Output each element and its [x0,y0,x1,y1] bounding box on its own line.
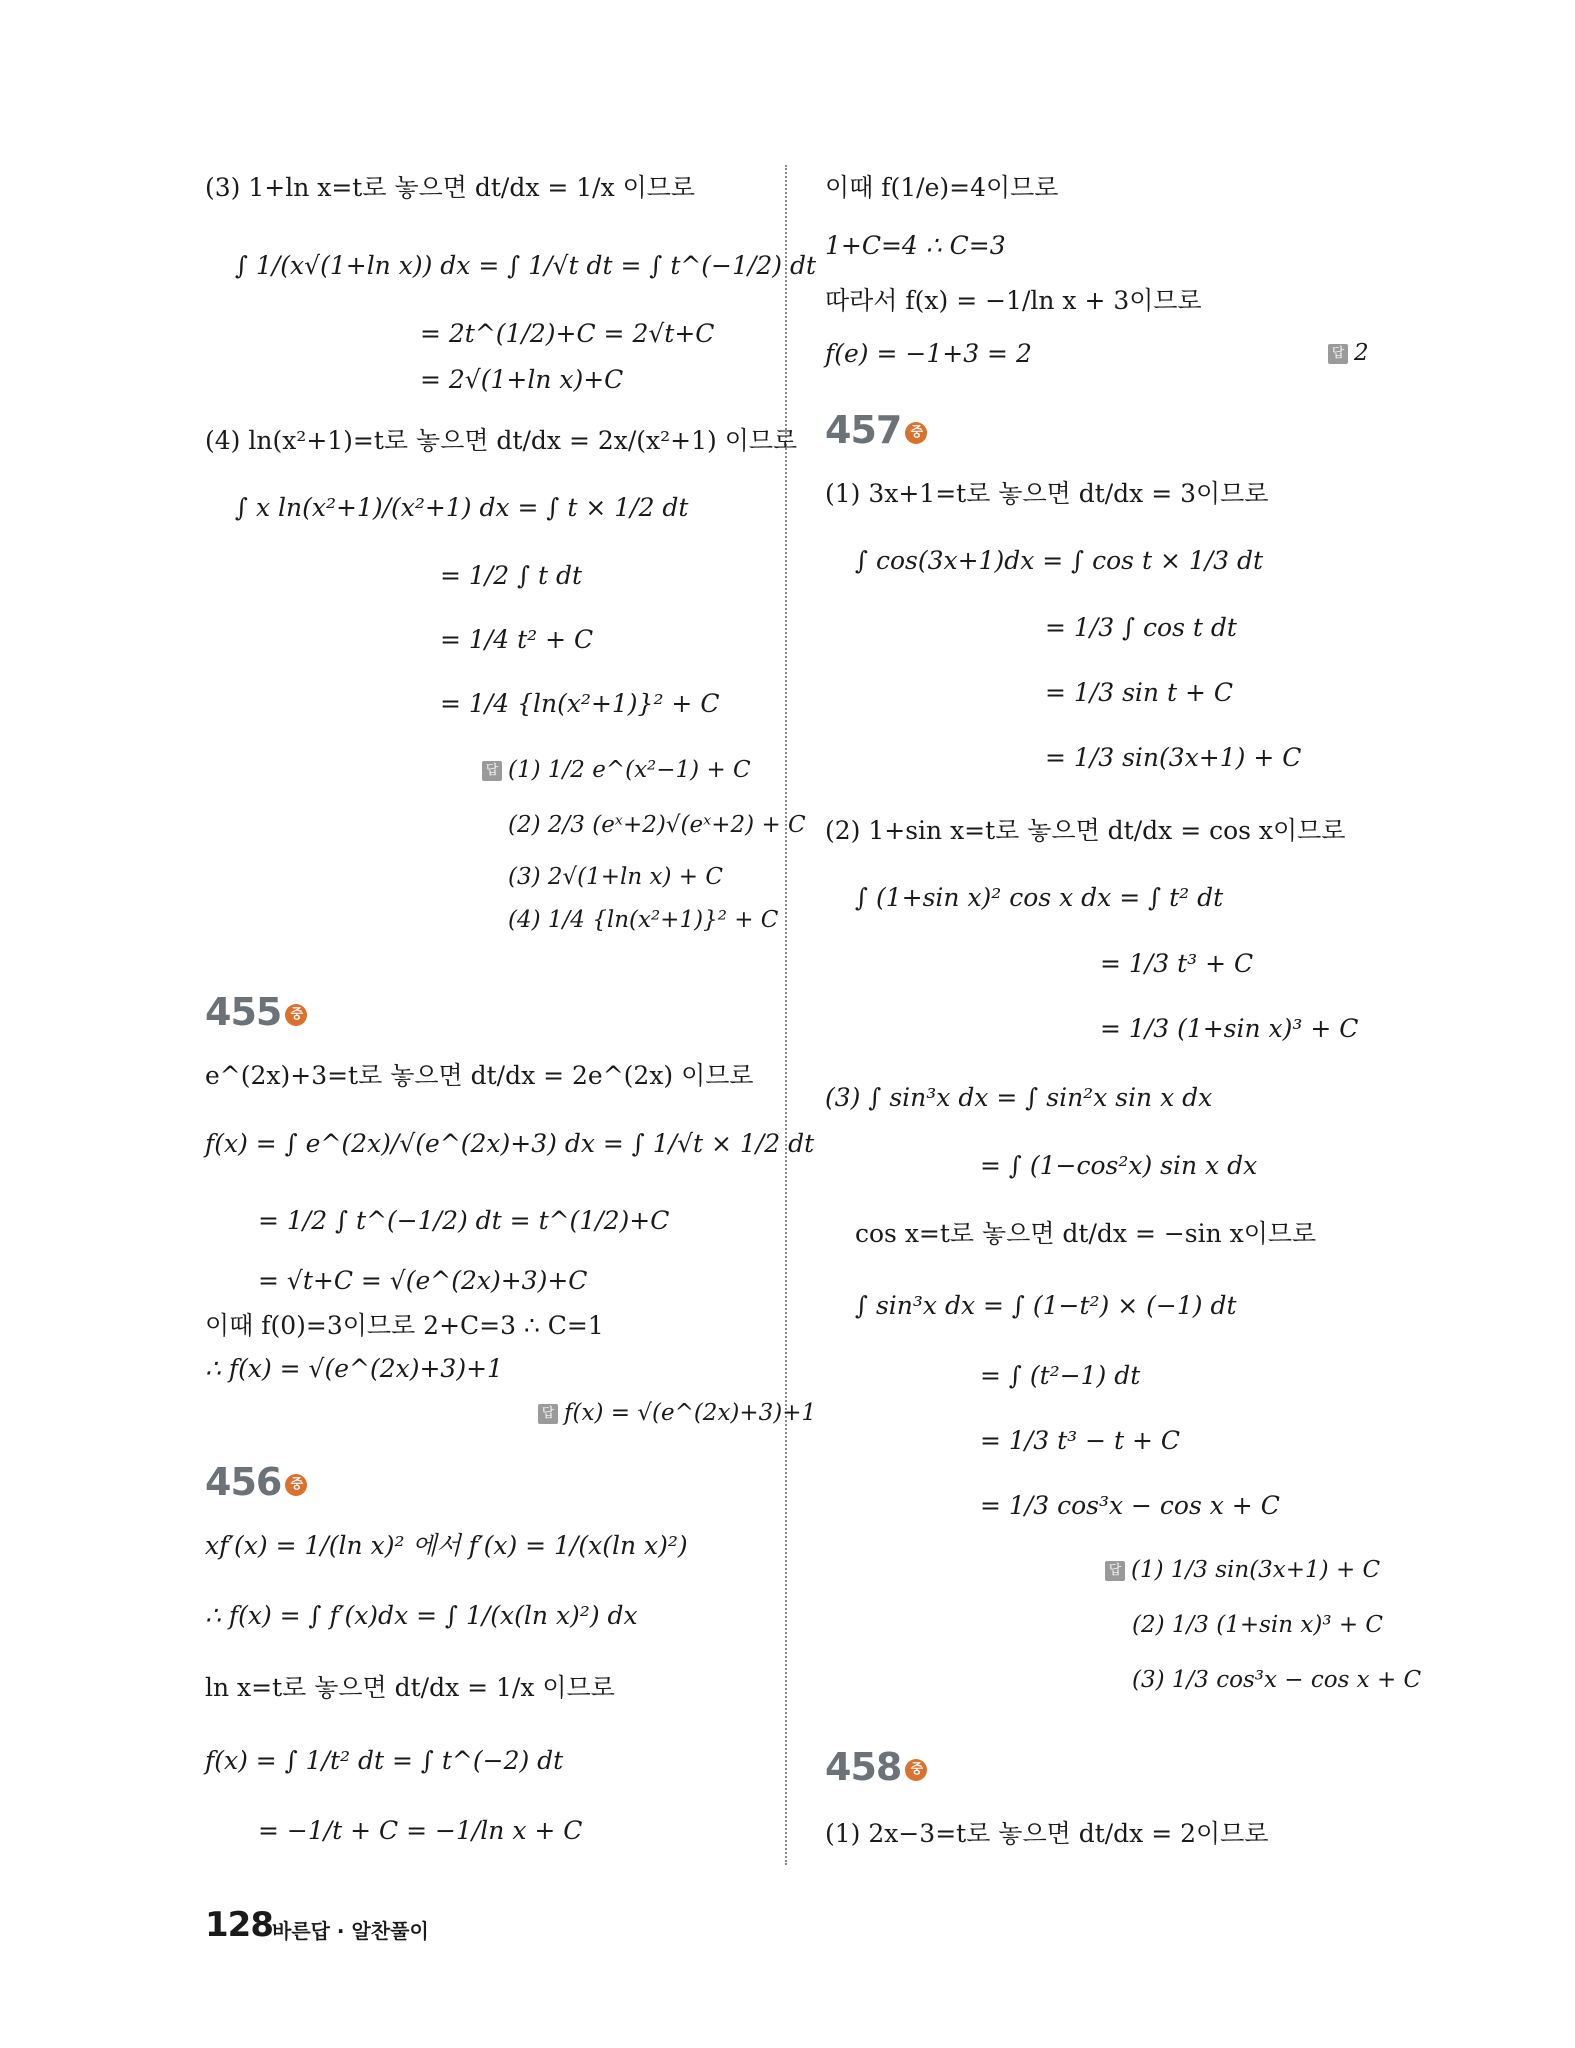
text-line: cos x=t로 놓으면 dt/dx = −sin x이므로 [855,1219,1317,1248]
answer-line: (4) 1/4 {ln(x²+1)}² + C [508,907,779,933]
text-line: (1) 2x−3=t로 놓으면 dt/dx = 2이므로 [825,1819,1269,1848]
difficulty-badge: 중 [905,422,927,444]
math-line: = 2t^(1/2)+C = 2√t+C [420,319,715,348]
text-line: 이때 f(1/e)=4이므로 [825,173,1059,202]
math-line: = 1/3 sin(3x+1) + C [1045,743,1302,772]
answer-line: (2) 2/3 (eˣ+2)√(eˣ+2) + C [508,812,806,838]
text-line: e^(2x)+3=t로 놓으면 dt/dx = 2e^(2x) 이므로 [205,1061,754,1090]
problem-heading-458: 458 중 [825,1745,927,1789]
math-line: = 1/2 ∫ t dt [440,561,583,590]
math-line: = ∫ (t²−1) dt [980,1361,1141,1390]
math-line: = 1/4 t² + C [440,625,594,654]
answer-icon: 답 [482,761,502,781]
math-line: ∫ 1/(x√(1+ln x)) dx = ∫ 1/√t dt = ∫ t^(−1/2) dt [235,251,816,280]
difficulty-badge: 중 [905,1759,927,1781]
answer-icon: 답 [1328,344,1348,364]
problem-heading-457: 457 중 [825,408,927,452]
math-line: ∫ cos(3x+1)dx = ∫ cos t × 1/3 dt [855,546,1264,575]
text-line: (2) 1+sin x=t로 놓으면 dt/dx = cos x이므로 [825,816,1346,845]
math-line: = 1/3 sin t + C [1045,678,1233,707]
math-line: f(x) = ∫ e^(2x)/√(e^(2x)+3) dx = ∫ 1/√t × 1/2 dt [205,1129,815,1158]
math-line: = 1/3 t³ − t + C [980,1426,1180,1455]
math-line: ∫ sin³x dx = ∫ (1−t²) × (−1) dt [855,1291,1237,1320]
math-line: f(e) = −1+3 = 2 [825,339,1032,368]
math-line: = 1/4 {ln(x²+1)}² + C [440,689,720,718]
math-line: = √t+C = √(e^(2x)+3)+C [258,1266,588,1295]
math-line: = 1/2 ∫ t^(−1/2) dt = t^(1/2)+C [258,1206,670,1235]
answer-line: (3) 1/3 cos³x − cos x + C [1132,1667,1422,1693]
answer-line: (2) 1/3 (1+sin x)³ + C [1132,1612,1384,1638]
math-line: ∫ x ln(x²+1)/(x²+1) dx = ∫ t × 1/2 dt [235,493,689,522]
answer-line: 답 f(x) = √(e^(2x)+3)+1 [538,1398,816,1428]
math-line: = 1/3 (1+sin x)³ + C [1100,1014,1359,1043]
math-line: = 2√(1+ln x)+C [420,365,624,394]
text-line: ln x=t로 놓으면 dt/dx = 1/x 이므로 [205,1673,615,1702]
math-line: ∫ (1+sin x)² cos x dx = ∫ t² dt [855,883,1224,912]
column-divider [785,165,787,1865]
page-number: 128 [205,1905,273,1945]
text-line: 이때 f(0)=3이므로 2+C=3 ∴ C=1 [205,1311,604,1340]
math-line: = 1/3 t³ + C [1100,949,1254,978]
answer-line: 답 (1) 1/3 sin(3x+1) + C [1105,1555,1380,1585]
math-line: (3) ∫ sin³x dx = ∫ sin²x sin x dx [825,1083,1213,1112]
math-line: f(x) = ∫ 1/t² dt = ∫ t^(−2) dt [205,1746,564,1775]
math-line: 1+C=4 ∴ C=3 [825,231,1006,260]
footer-title: 바른답 · 알찬풀이 [272,1919,429,1943]
math-line: = −1/t + C = −1/ln x + C [258,1816,583,1845]
answer-icon: 답 [538,1404,558,1424]
answer-icon: 답 [1105,1561,1125,1581]
math-line: = 1/3 cos³x − cos x + C [980,1491,1280,1520]
math-line: ∴ f(x) = √(e^(2x)+3)+1 [205,1354,503,1383]
text-line: 따라서 f(x) = −1/ln x + 3이므로 [825,286,1202,315]
answer-line: 답 2 [1328,338,1369,368]
math-line: = 1/3 ∫ cos t dt [1045,613,1237,642]
text-line: (3) 1+ln x=t로 놓으면 dt/dx = 1/x 이므로 [205,173,696,202]
difficulty-badge: 중 [285,1004,307,1026]
answer-line: 답 (1) 1/2 e^(x²−1) + C [482,755,751,785]
math-line: = ∫ (1−cos²x) sin x dx [980,1151,1258,1180]
math-line: xf′(x) = 1/(ln x)² 에서 f′(x) = 1/(x(ln x)²) [205,1531,688,1560]
text-line: (1) 3x+1=t로 놓으면 dt/dx = 3이므로 [825,479,1269,508]
problem-heading-456: 456 중 [205,1460,307,1504]
problem-heading-455: 455 중 [205,990,307,1034]
text-line: (4) ln(x²+1)=t로 놓으면 dt/dx = 2x/(x²+1) 이므로 [205,426,798,455]
difficulty-badge: 중 [285,1474,307,1496]
answer-line: (3) 2√(1+ln x) + C [508,864,723,890]
math-line: ∴ f(x) = ∫ f′(x)dx = ∫ 1/(x(ln x)²) dx [205,1601,638,1630]
